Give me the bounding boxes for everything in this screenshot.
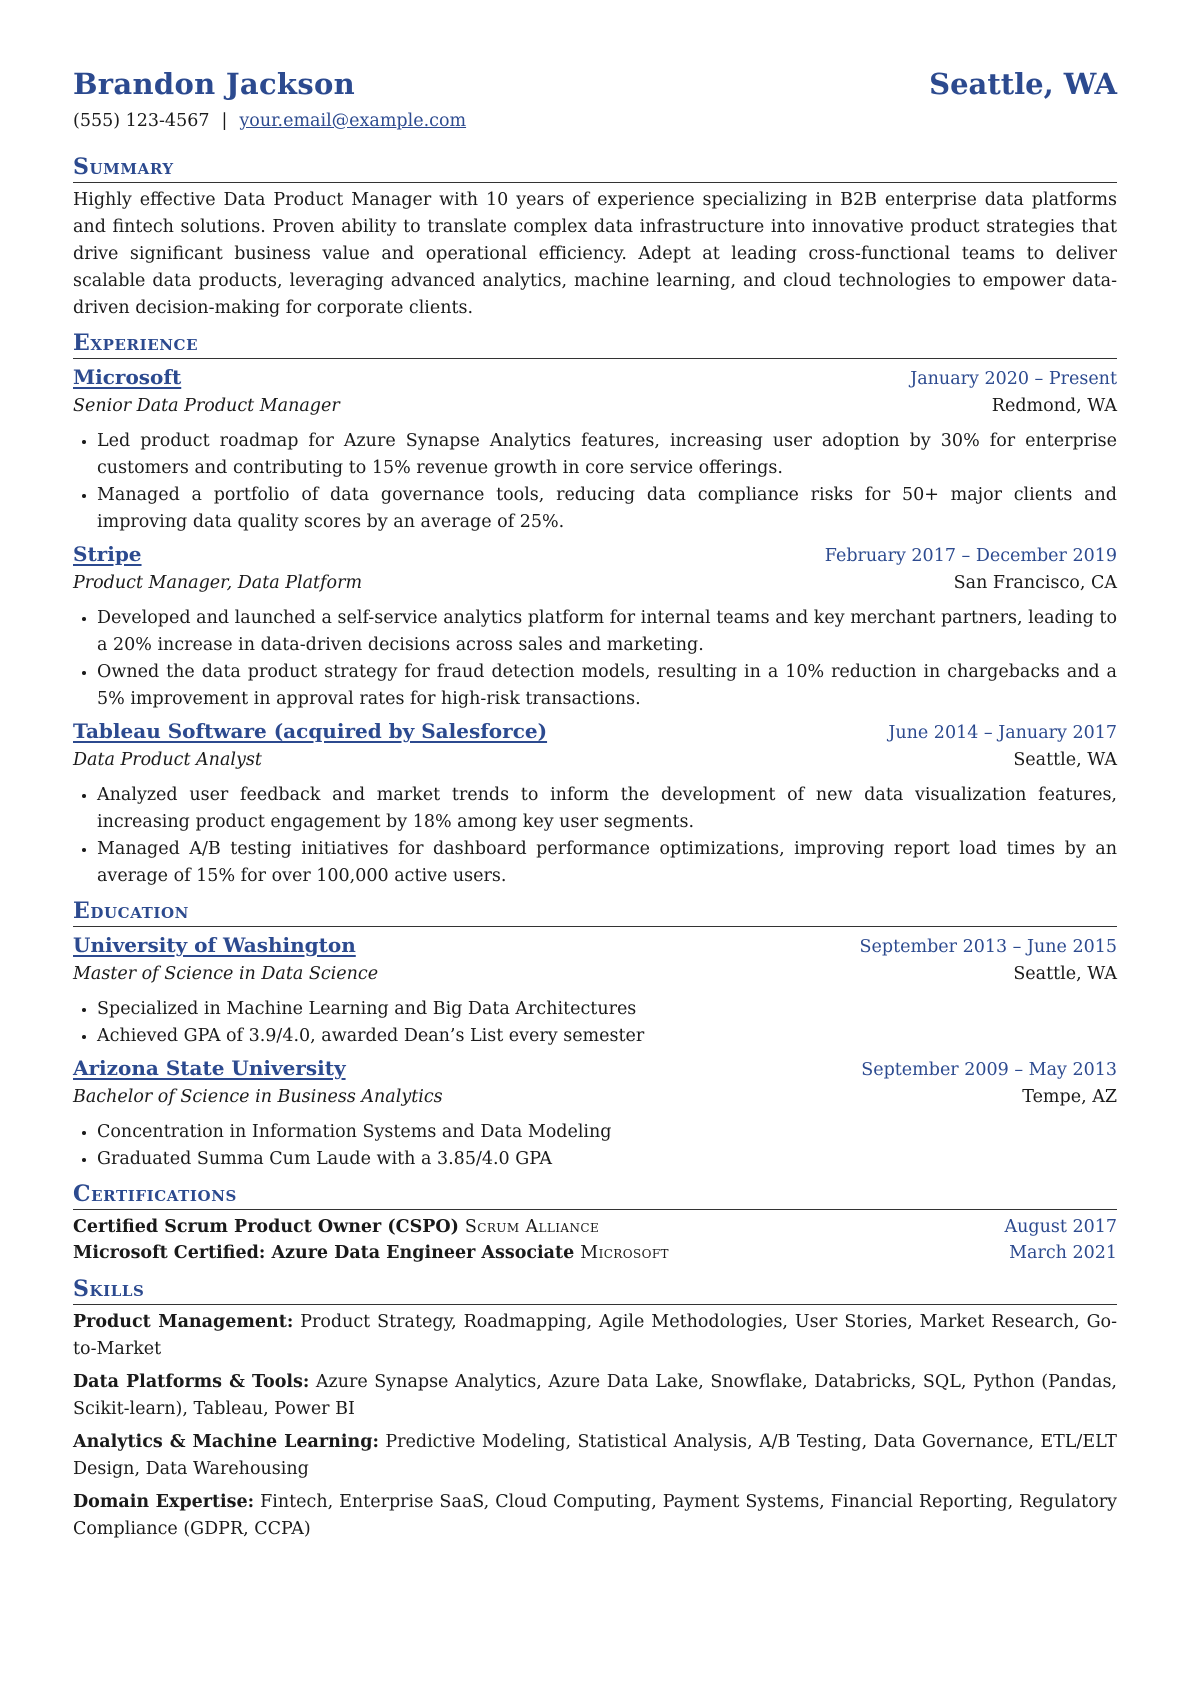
bullet-item: • Analyzed user feedback and market trends to inform the development of new data visualization features, increasing product engagement by 18% among key user segments.	[97, 782, 1117, 836]
skills-list	[73, 1309, 1117, 1543]
skill-group	[73, 1429, 1117, 1483]
skill-category: Data Platforms & Tools:	[73, 1372, 310, 1392]
section-title-experience: Experience	[73, 328, 1117, 359]
certification-date: March 2021	[1009, 1243, 1117, 1263]
certification-item	[73, 1214, 1117, 1240]
skill-group	[73, 1309, 1117, 1363]
candidate-location: Seattle, WA	[929, 67, 1117, 101]
certifications-list	[73, 1214, 1117, 1266]
school-link[interactable]: University of Washington	[73, 933, 356, 957]
phone-number: (555) 123-4567	[73, 111, 210, 131]
degree: Master of Science in Data Science	[73, 964, 379, 984]
certification-name: Certified Scrum Product Owner (CSPO)	[73, 1217, 459, 1237]
education-entry	[73, 1054, 1117, 1173]
job-location: Seattle, WA	[1013, 750, 1117, 770]
certification-issuer: Scrum Alliance	[464, 1217, 600, 1237]
bullet-list	[73, 996, 1117, 1050]
skill-items: Fintech, Enterprise SaaS, Cloud Computing, Payment Systems, Financial Reporting, Regulatory Compliance (GDPR, CCPA)	[73, 1492, 1117, 1539]
bullet-item: • Achieved GPA of 3.9/4.0, awarded Dean’s List every semester	[97, 1023, 1117, 1050]
school-location: Tempe, AZ	[1022, 1087, 1117, 1107]
skill-category: Domain Expertise:	[73, 1492, 255, 1512]
degree: Bachelor of Science in Business Analytics	[73, 1087, 443, 1107]
employment-dates: June 2014 – January 2017	[888, 723, 1117, 743]
contact-line	[73, 108, 1117, 134]
contact-separator: |	[221, 111, 228, 131]
employment-dates: February 2017 – December 2019	[824, 546, 1117, 566]
certification-date: August 2017	[1004, 1217, 1117, 1237]
skill-category: Product Management:	[73, 1312, 294, 1332]
job-location: San Francisco, CA	[953, 573, 1117, 593]
certification-item	[73, 1240, 1117, 1266]
bullet-item: • Managed a portfolio of data governance tools, reducing data compliance risks for 50+ major clients and improving data quality scores by an average of 25%.	[97, 482, 1117, 536]
bullet-list	[73, 428, 1117, 536]
skill-items: Predictive Modeling, Statistical Analysis, A/B Testing, Data Governance, ETL/ELT Design, Data Warehousing	[73, 1432, 1117, 1479]
section-title-skills: Skills	[73, 1274, 1117, 1305]
bullet-item: • Led product roadmap for Azure Synapse Analytics features, increasing user adoption by 30% for enterprise customers and contributing to 15% revenue growth in core service offerings.	[97, 428, 1117, 482]
bullet-item: • Graduated Summa Cum Laude with a 3.85/4.0 GPA	[97, 1146, 1117, 1173]
bullet-item: • Specialized in Machine Learning and Big Data Architectures	[97, 996, 1117, 1023]
bullet-item: • Managed A/B testing initiatives for dashboard performance optimizations, improving report load times by an average of 15% for over 100,000 active users.	[97, 836, 1117, 890]
company-link[interactable]: Microsoft	[73, 365, 182, 389]
skill-items: Azure Synapse Analytics, Azure Data Lake, Snowflake, Databricks, SQL, Python (Pandas, Scikit-learn), Tableau, Power BI	[73, 1372, 1117, 1419]
school-link[interactable]: Arizona State University	[73, 1056, 346, 1080]
skill-group	[73, 1489, 1117, 1543]
bullet-list	[73, 605, 1117, 713]
experience-entry	[73, 717, 1117, 890]
bullet-item: • Owned the data product strategy for fraud detection models, resulting in a 10% reduction in chargebacks and a 5% improvement in approval rates for high-risk transactions.	[97, 659, 1117, 713]
section-title-certifications: Certifications	[73, 1179, 1117, 1210]
resume-header	[73, 64, 1117, 104]
employment-dates: January 2020 – Present	[910, 369, 1117, 389]
company-link[interactable]: Stripe	[73, 542, 142, 566]
bullet-item: • Developed and launched a self-service analytics platform for internal teams and key merchant partners, leading to a 20% increase in data-driven decisions across sales and marketing.	[97, 605, 1117, 659]
candidate-name: Brandon Jackson	[73, 67, 355, 101]
email-link[interactable]: your.email@example.com	[239, 111, 467, 131]
bullet-list	[73, 782, 1117, 890]
job-title: Data Product Analyst	[73, 750, 262, 770]
section-title-summary: Summary	[73, 152, 1117, 183]
section-title-education: Education	[73, 896, 1117, 927]
study-dates: September 2009 – May 2013	[861, 1060, 1117, 1080]
school-location: Seattle, WA	[1013, 964, 1117, 984]
experience-entry	[73, 363, 1117, 536]
skill-items: Product Strategy, Roadmapping, Agile Methodologies, User Stories, Market Research, Go-to-Market	[73, 1312, 1117, 1359]
education-entry	[73, 931, 1117, 1050]
bullet-list	[73, 1119, 1117, 1173]
job-title: Senior Data Product Manager	[73, 396, 340, 416]
experience-entry	[73, 540, 1117, 713]
certification-name: Microsoft Certified: Azure Data Engineer Associate	[73, 1243, 575, 1263]
job-title: Product Manager, Data Platform	[73, 573, 363, 593]
summary-text: Highly effective Data Product Manager with 10 years of experience specializing in B2B enterprise data platforms and fintech solutions. Proven ability to translate complex data infrastructure into innovative product strategies that drive significant business value and operational efficiency. Adept at leading cross-functional teams to deliver scalable data products, leveraging advanced analytics, machine learning, and cloud technologies to empower data-driven decision-making for corporate clients.	[73, 190, 1117, 318]
job-location: Redmond, WA	[991, 396, 1117, 416]
bullet-item: • Concentration in Information Systems and Data Modeling	[97, 1119, 1117, 1146]
skill-category: Analytics & Machine Learning:	[73, 1432, 379, 1452]
company-link[interactable]: Tableau Software (acquired by Salesforce)	[73, 719, 548, 743]
skill-group	[73, 1369, 1117, 1423]
certification-issuer: Microsoft	[580, 1243, 669, 1263]
study-dates: September 2013 – June 2015	[859, 937, 1117, 957]
